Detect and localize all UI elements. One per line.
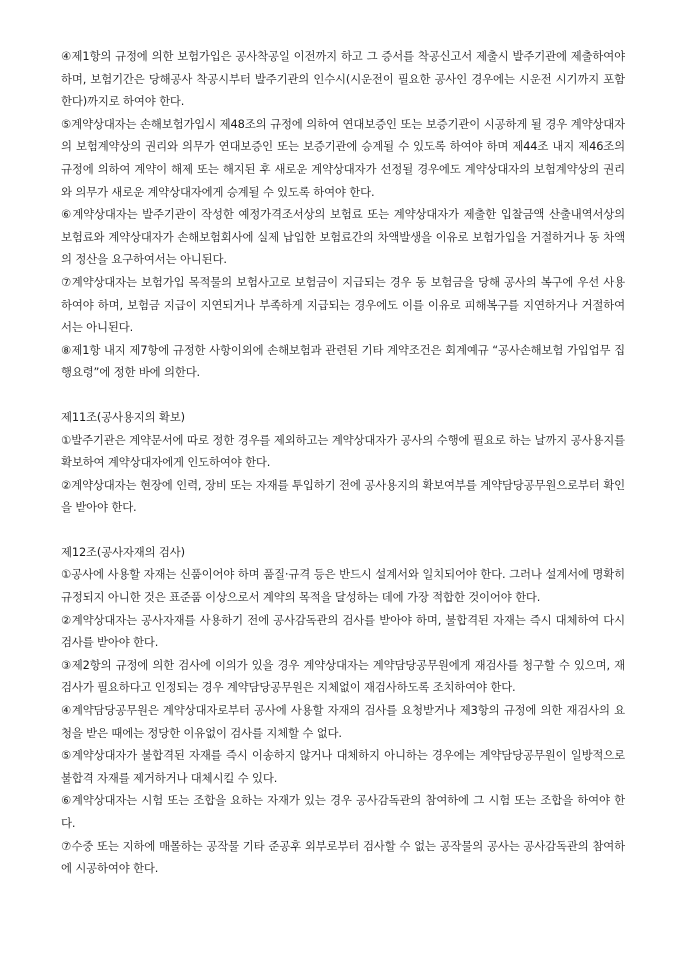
section-12-heading: 제12조(공사자재의 검사) [61,544,185,559]
paragraph-12-6: ⑥계약상대자는 시험 또는 조합을 요하는 자재가 있는 경우 공사감독관의 참여하에 그 시험 또는 조합을 하여야 한다. [61,793,625,830]
paragraph-12-1: ①공사에 사용할 자재는 신품이어야 하며 품질·규격 등은 반드시 설계서와 일치되어야 한다. 그러나 설계서에 명확히 규정되지 아니한 것은 표준품 이상으로서 계약의 목적을 달성하는 데에 가장 적합한 것이어야 한다. [61,567,625,605]
section-spacer [61,384,625,406]
paragraph-10-8: ⑧제1항 내지 제7항에 규정한 사항이외에 손해보험과 관련된 기타 계약조건은 회계예규 “공사손해보험 가입업무 집행요령”에 정한 바에 의한다. [61,342,625,380]
section-12 [61,541,625,880]
paragraph-10-4: ④제1항의 규정에 의한 보험가입은 공사착공일 이전까지 하고 그 증서를 착공신고서 제출시 발주기관에 제출하여야 하며, 보험기간은 당해공사 착공시부터 발주기관의 인수시(시운전이 필요한 공사인 경우에는 시운전 시기까지 포함한다)까지로 하여야 한다. [61,49,625,109]
paragraph-12-2: ②계약상대자는 공사자재를 사용하기 전에 공사감독관의 검사를 받아야 하며, 불합격된 자재는 즉시 대체하여 다시 검사를 받아야 한다. [61,612,625,650]
paragraph-12-3: ③제2항의 규정에 의한 검사에 이의가 있을 경우 계약상대자는 계약담당공무원에게 재검사를 청구할 수 있으며, 재검사가 필요하다고 인정되는 경우 계약담당공무원은 지체없이 재검사하도록 조치하여야 한다. [61,657,625,695]
section-11 [61,406,625,519]
paragraph-10-6: ⑥계약상대자는 발주기관이 작성한 예정가격조서상의 보험료 또는 계약상대자가 제출한 입찰금액 산출내역서상의 보험료와 계약상대자가 손해보험회사에 실제 납입한 보험료간의 차액발생을 이유로 보험가입을 거절하거나 동 차액의 정산을 요구하여서는 아니된다. [61,207,625,267]
section-11-heading: 제11조(공사용지의 확보) [61,409,185,424]
paragraph-12-7: ⑦수중 또는 지하에 매몰하는 공작물 기타 준공후 외부로부터 검사할 수 없는 공작물의 공사는 공사감독관의 참여하에 시공하여야 한다. [61,838,625,876]
section-10-continuation [61,45,625,384]
paragraph-12-5: ⑤계약상대자가 불합격된 자재를 즉시 이송하지 않거나 대체하지 아니하는 경우에는 계약담당공무원이 일방적으로 불합격 자재를 제거하거나 대체시킬 수 있다. [61,748,625,785]
paragraph-12-4: ④계약담당공무원은 계약상대자로부터 공사에 사용할 자재의 검사를 요청받거나 제3항의 규정에 의한 재검사의 요청을 받은 때에는 정당한 이유없이 검사를 지체할 수 없다. [61,703,625,740]
paragraph-10-5: ⑤계약상대자는 손해보험가입시 제48조의 규정에 의하여 연대보증인 또는 보증기관이 시공하게 될 경우 계약상대자의 보험계약상의 권리와 의무가 연대보증인 또는 보증기관에 승계될 수 있도록 하여야 하며 제44조 내지 제46조의 규정에 의하여 계약이 해제 또는 해지된 후 새로운 계약상대자가 선정될 경우에도 계약상대자의 보험계약상의 권리와 의무가 새로운 계약상대자에게 승계될 수 있도록 하여야 한다. [61,116,625,199]
paragraph-10-7: ⑦계약상대자는 보험가입 목적물의 보험사고로 보험금이 지급되는 경우 동 보험금을 당해 공사의 복구에 우선 사용하여야 하며, 보험금 지급이 지연되거나 부족하게 지급되는 경우에도 이를 이유로 피해복구를 지연하거나 거절하여서는 아니된다. [61,274,625,335]
section-spacer [61,519,625,541]
paragraph-11-2: ②계약상대자는 현장에 인력, 장비 또는 자재를 투입하기 전에 공사용지의 확보여부를 계약담당공무원으로부터 확인을 받아야 한다. [61,477,625,515]
paragraph-11-1: ①발주기관은 계약문서에 따로 정한 경우를 제외하고는 계약상대자가 공사의 수행에 필요로 하는 날까지 공사용지를 확보하여 계약상대자에게 인도하여야 한다. [61,432,625,470]
